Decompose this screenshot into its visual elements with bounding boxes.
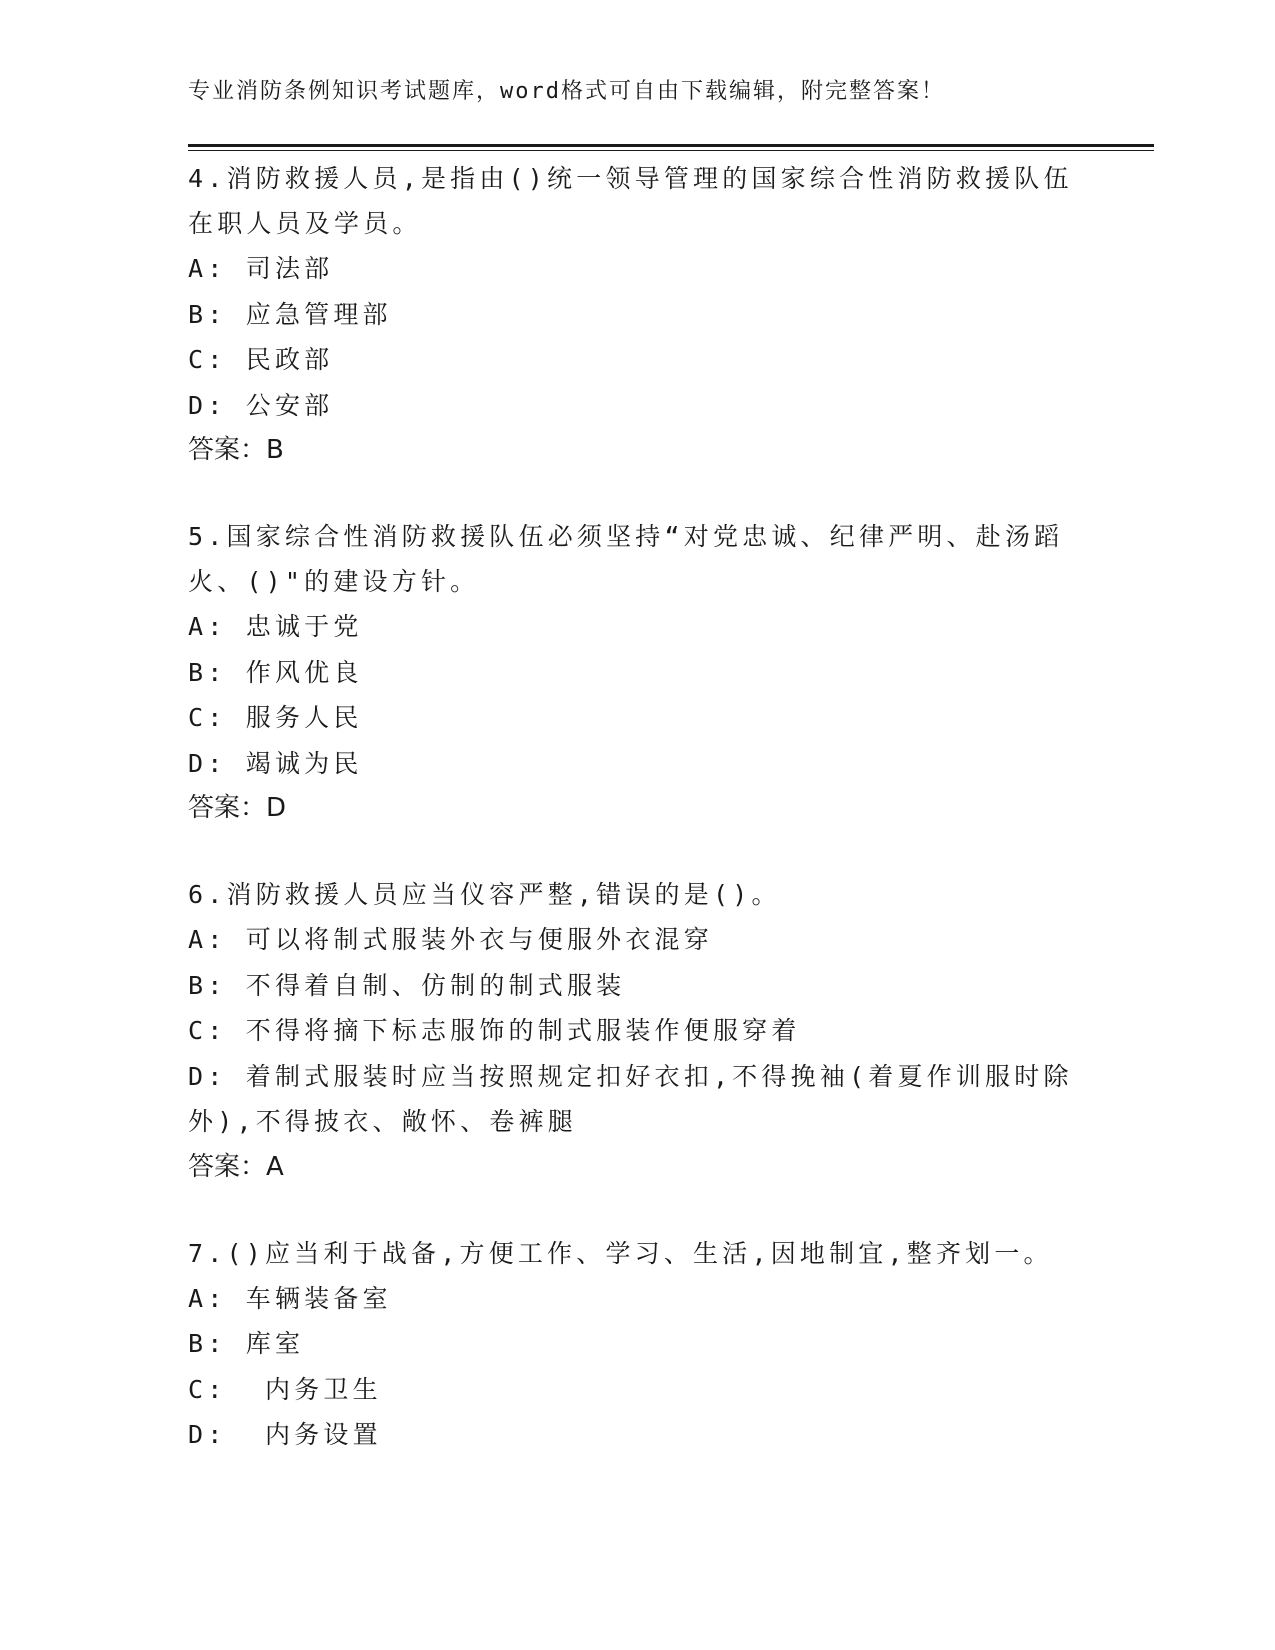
question-text: 4.消防救援人员,是指由()统一领导管理的国家综合性消防救援队伍在职人员及学员。 <box>188 164 1073 238</box>
question-7 <box>188 1231 1088 1458</box>
question-6 <box>188 872 1088 1190</box>
option-b: B: 库室 <box>188 1329 305 1358</box>
option-c: C: 不得将摘下标志服饰的制式服装作便服穿着 <box>188 1016 801 1045</box>
option-a: A: 忠诚于党 <box>188 612 363 641</box>
question-4 <box>188 156 1088 473</box>
option-b: B: 作风优良 <box>188 657 363 687</box>
option-b: B: 应急管理部 <box>188 299 392 329</box>
answer: 答案：B <box>188 435 284 465</box>
answer: 答案：D <box>188 793 287 823</box>
option-d: D: 着制式服装时应当按照规定扣好衣扣,不得挽袖(着夏作训服时除外),不得披衣、敞怀、卷裤腿 <box>188 1061 1073 1136</box>
header-rule-thick <box>188 144 1154 147</box>
option-c: C: 服务人民 <box>188 703 363 732</box>
option-c: C: 内务卫生 <box>188 1374 382 1404</box>
option-d: D: 公安部 <box>188 390 334 420</box>
question-text: 5.国家综合性消防救援队伍必须坚持“对党忠诚、纪律严明、赴汤蹈火、()"的建设方针。 <box>188 522 1064 596</box>
option-d: D: 竭诚为民 <box>188 748 363 778</box>
option-c: C: 民政部 <box>188 345 334 374</box>
answer: 答案：A <box>188 1151 284 1182</box>
option-a: A: 可以将制式服装外衣与便服外衣混穿 <box>188 925 713 954</box>
header-rule-thin <box>188 150 1154 151</box>
option-a: A: 司法部 <box>188 254 334 283</box>
question-text: 7.()应当利于战备,方便工作、学习、生活,因地制宜,整齐划一。 <box>188 1238 1053 1268</box>
question-list <box>188 156 1088 1499</box>
option-b: B: 不得着自制、仿制的制式服装 <box>188 970 626 1000</box>
question-5 <box>188 514 1088 831</box>
question-text: 6.消防救援人员应当仪容严整,错误的是()。 <box>188 880 781 909</box>
page-header: 专业消防条例知识考试题库，word格式可自由下载编辑，附完整答案！ <box>188 79 945 104</box>
option-d: D: 内务设置 <box>188 1420 382 1449</box>
option-a: A: 车辆装备室 <box>188 1283 392 1313</box>
